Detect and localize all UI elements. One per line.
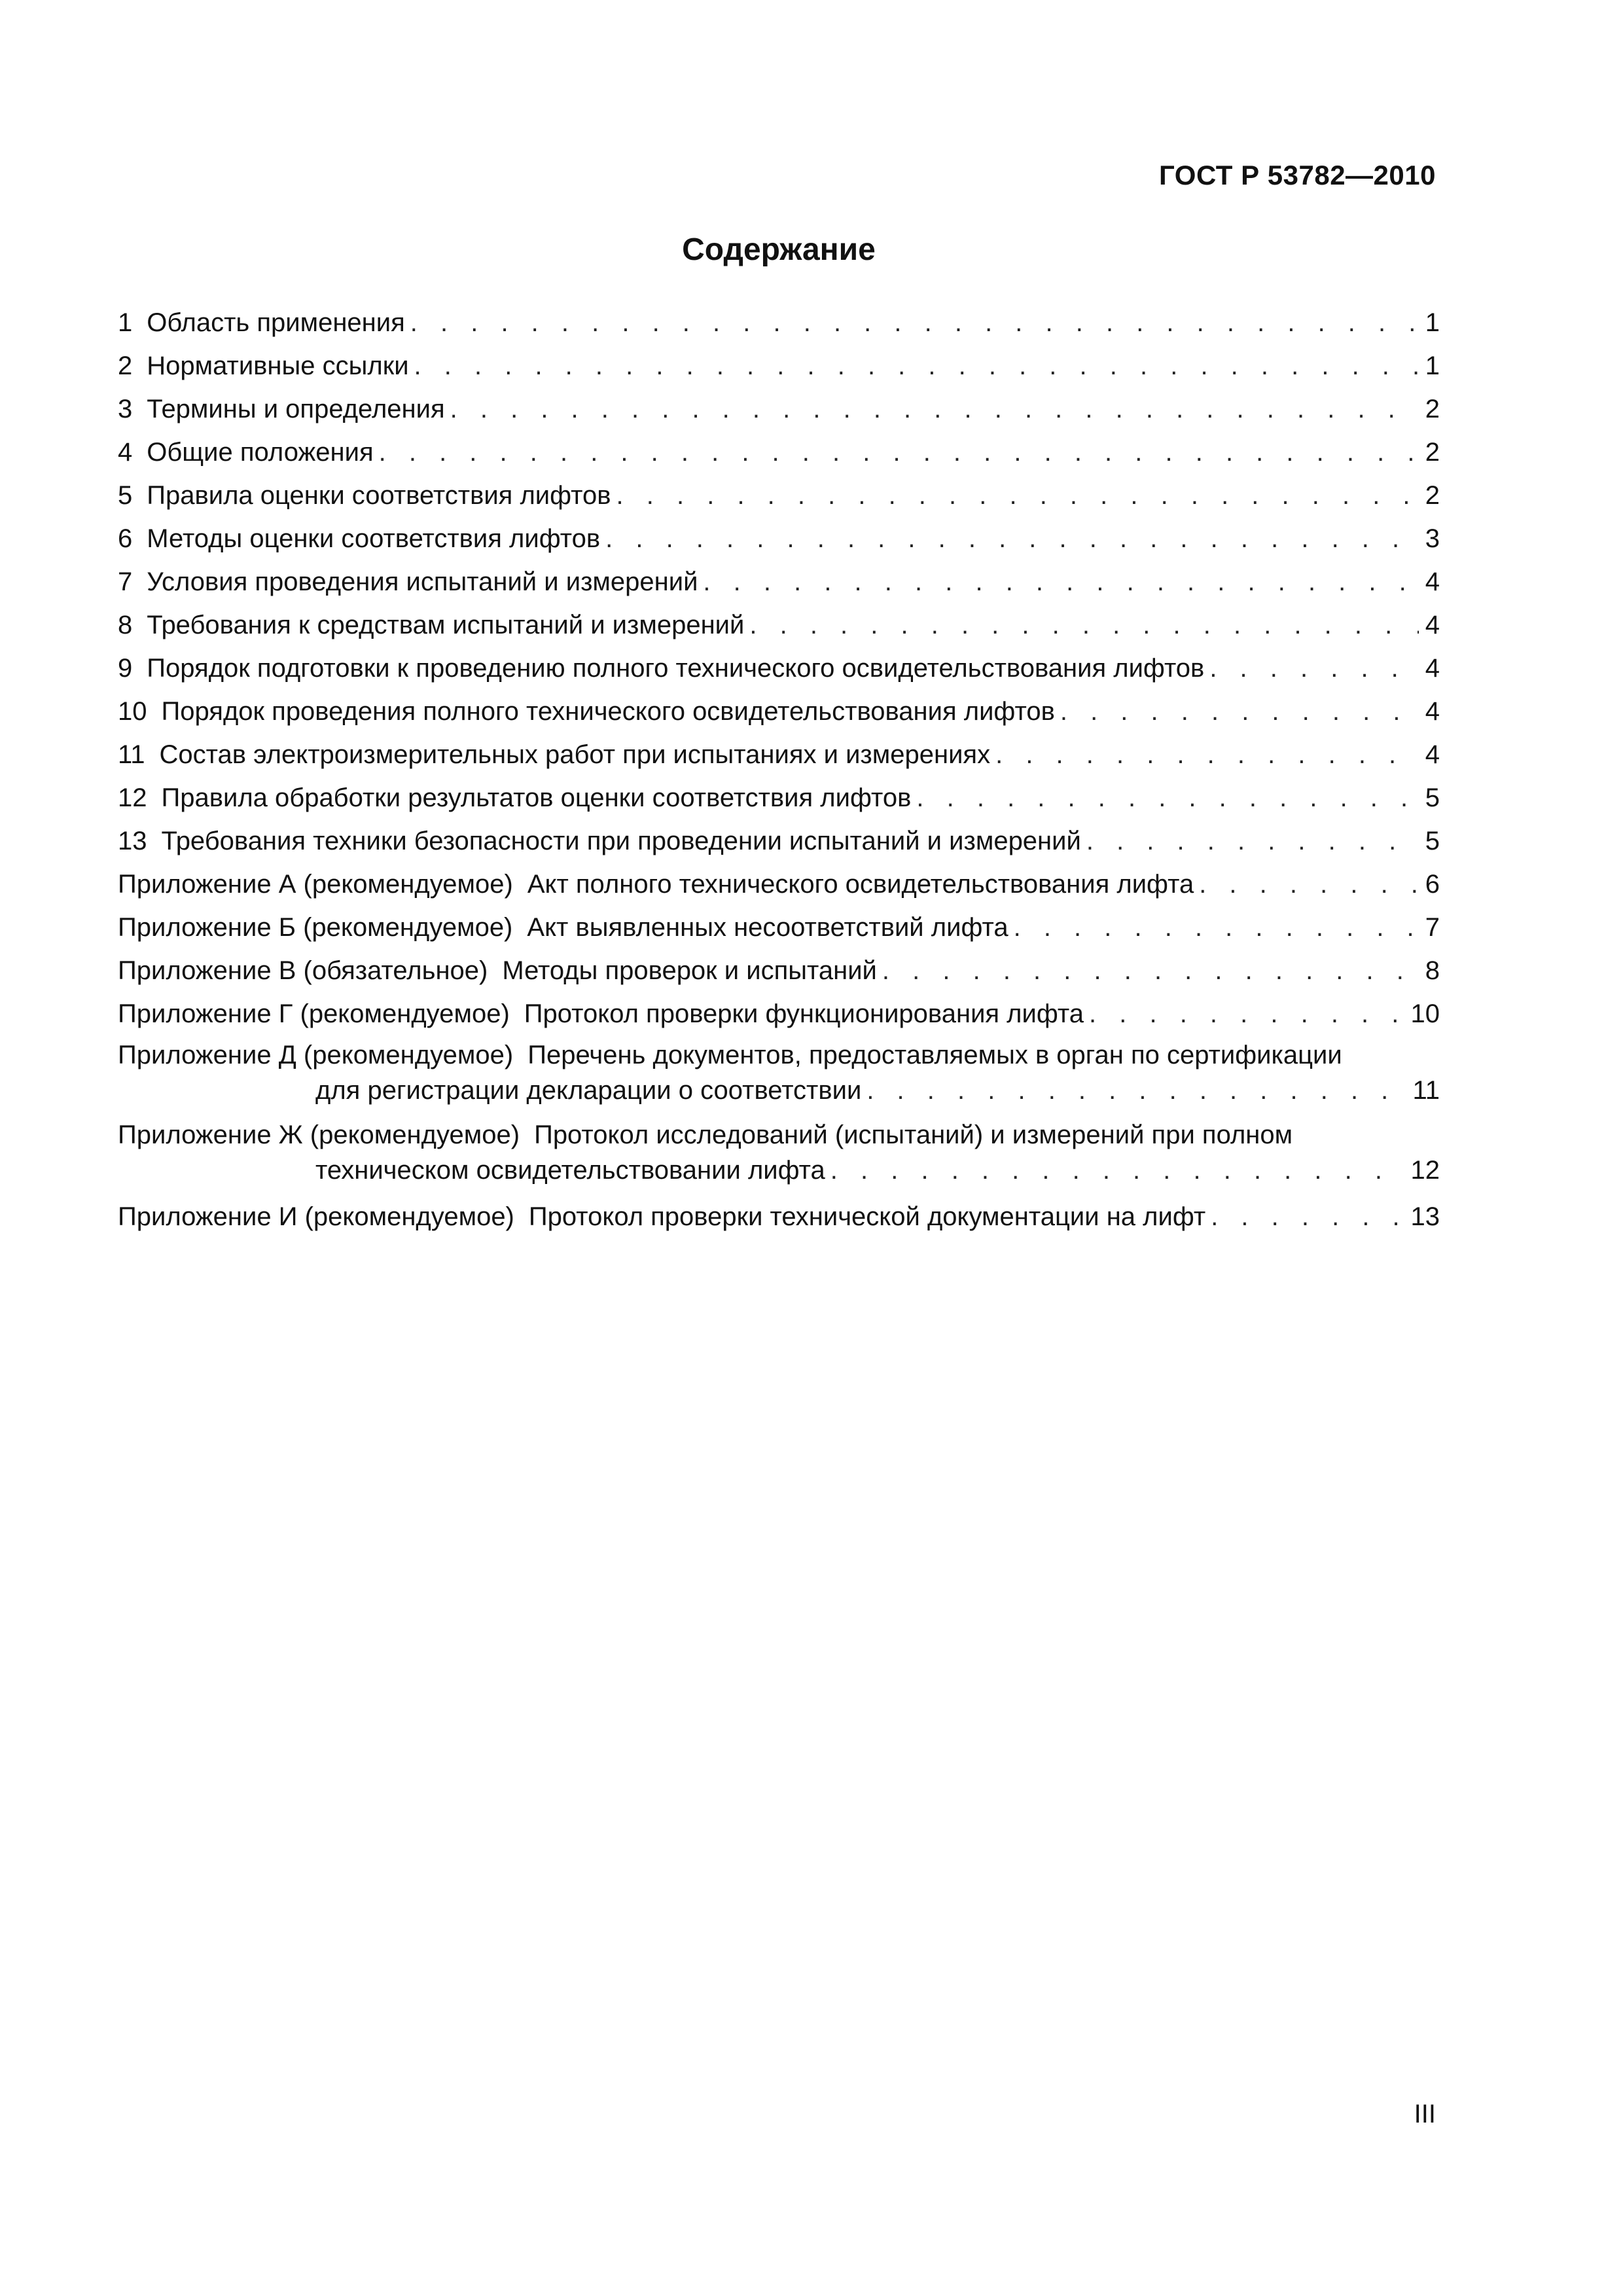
toc-number: 10 xyxy=(118,697,147,726)
toc-section-13[interactable] xyxy=(118,819,1440,863)
toc-leader xyxy=(1014,906,1419,949)
toc-leader xyxy=(450,387,1419,431)
toc-number: 7 xyxy=(118,567,133,596)
toc-page: 4 xyxy=(1425,567,1440,596)
toc-leader xyxy=(1211,1195,1405,1238)
toc-page: 2 xyxy=(1425,481,1440,510)
toc-text: Требования к средствам испытаний и измерений xyxy=(147,611,745,639)
toc-section-9[interactable] xyxy=(118,647,1440,690)
toc-number: 11 xyxy=(118,740,145,769)
toc-page: 1 xyxy=(1425,351,1440,380)
toc-page: 2 xyxy=(1425,438,1440,467)
toc-text: Требования техники безопасности при проведении испытаний и измерений xyxy=(161,827,1081,855)
toc-page: 13 xyxy=(1410,1202,1440,1231)
toc-leader xyxy=(414,344,1419,387)
toc-text: Термины и определения xyxy=(147,395,445,423)
toc-page: 10 xyxy=(1410,999,1440,1028)
toc-page: 5 xyxy=(1425,827,1440,855)
toc-page: 12 xyxy=(1410,1156,1440,1185)
toc-text-continued: техническом освидетельствовании лифта xyxy=(315,1156,825,1185)
toc-page: 8 xyxy=(1425,956,1440,985)
toc-number: 9 xyxy=(118,654,133,683)
toc-leader xyxy=(916,776,1419,819)
page-title: Содержание xyxy=(682,232,876,267)
appendix-label: Приложение Г (рекомендуемое) xyxy=(118,999,510,1028)
toc-text: Методы оценки соответствия лифтов xyxy=(147,524,601,553)
toc-leader xyxy=(605,517,1419,560)
toc-text: Состав электроизмерительных работ при испытаниях и измерениях xyxy=(159,740,991,769)
toc-text: Порядок проведения полного технического освидетельствования лифтов xyxy=(161,697,1055,726)
toc-leader xyxy=(830,1151,1406,1190)
toc-leader xyxy=(1060,690,1419,733)
toc-leader xyxy=(410,301,1419,344)
toc-page: 1 xyxy=(1425,308,1440,337)
toc-section-8[interactable] xyxy=(118,603,1440,647)
appendix-label: Приложение Б (рекомендуемое) xyxy=(118,913,513,942)
toc-page: 2 xyxy=(1425,395,1440,423)
toc-number: 4 xyxy=(118,438,133,467)
toc-page: 4 xyxy=(1425,740,1440,769)
toc-section-3[interactable] xyxy=(118,387,1440,431)
toc-number: 3 xyxy=(118,395,133,423)
toc-text: Акт полного технического освидетельствования лифта xyxy=(527,870,1194,899)
appendix-label: Приложение Ж (рекомендуемое) xyxy=(118,1121,520,1149)
toc-section-2[interactable] xyxy=(118,344,1440,387)
toc-leader xyxy=(1086,819,1419,863)
toc-leader xyxy=(882,949,1419,992)
toc-section-11[interactable] xyxy=(118,733,1440,776)
toc-section-6[interactable] xyxy=(118,517,1440,560)
toc-appendix-g[interactable] xyxy=(118,992,1440,1035)
toc-page: 11 xyxy=(1412,1076,1440,1105)
toc-text: Акт выявленных несоответствий лифта xyxy=(527,913,1008,942)
toc-text: Правила оценки соответствия лифтов xyxy=(147,481,611,510)
toc-leader xyxy=(379,431,1419,474)
toc-number: 6 xyxy=(118,524,133,553)
toc-page: 7 xyxy=(1425,913,1440,942)
toc-text: Протокол проверки функционирования лифта xyxy=(524,999,1084,1028)
toc-text: Методы проверок и испытаний xyxy=(502,956,877,985)
toc-text: Протокол проверки технической документации на лифт xyxy=(528,1202,1206,1231)
toc-section-5[interactable] xyxy=(118,474,1440,517)
toc-appendix-zh[interactable] xyxy=(118,1115,1440,1190)
toc-section-10[interactable] xyxy=(118,690,1440,733)
toc-text-continued: для регистрации декларации о соответствии xyxy=(315,1076,862,1105)
toc-number: 8 xyxy=(118,611,133,639)
toc-page: 4 xyxy=(1425,654,1440,683)
toc-number: 1 xyxy=(118,308,133,337)
toc-leader xyxy=(703,560,1419,603)
toc-text: Перечень документов, предоставляемых в орган по сертификации xyxy=(527,1041,1342,1069)
toc-leader xyxy=(866,1071,1407,1110)
toc-leader xyxy=(1089,992,1405,1035)
toc-appendix-a[interactable] xyxy=(118,863,1440,906)
toc-text: Порядок подготовки к проведению полного технического освидетельствования лифтов xyxy=(147,654,1205,683)
toc-page: 6 xyxy=(1425,870,1440,899)
toc-section-4[interactable] xyxy=(118,431,1440,474)
toc-section-7[interactable] xyxy=(118,560,1440,603)
table-of-contents xyxy=(118,301,1440,1238)
toc-text: Нормативные ссылки xyxy=(147,351,409,380)
toc-section-12[interactable] xyxy=(118,776,1440,819)
toc-appendix-v[interactable] xyxy=(118,949,1440,992)
toc-number: 12 xyxy=(118,783,147,812)
toc-text: Общие положения xyxy=(147,438,374,467)
toc-text: Правила обработки результатов оценки соответствия лифтов xyxy=(161,783,912,812)
toc-page: 4 xyxy=(1425,611,1440,639)
appendix-label: Приложение И (рекомендуемое) xyxy=(118,1202,514,1231)
appendix-label: Приложение А (рекомендуемое) xyxy=(118,870,513,899)
appendix-label: Приложение В (обязательное) xyxy=(118,956,488,985)
toc-number: 2 xyxy=(118,351,133,380)
toc-text: Протокол исследований (испытаний) и измерений при полном xyxy=(534,1121,1293,1149)
toc-number: 5 xyxy=(118,481,133,510)
toc-appendix-i[interactable] xyxy=(118,1195,1440,1238)
toc-page: 5 xyxy=(1425,783,1440,812)
document-code: ГОСТ Р 53782—2010 xyxy=(1159,160,1436,190)
page-number: III xyxy=(1414,2100,1436,2128)
toc-leader xyxy=(1199,863,1419,906)
toc-leader xyxy=(616,474,1419,517)
toc-text: Область применения xyxy=(147,308,405,337)
toc-page: 4 xyxy=(1425,697,1440,726)
toc-leader xyxy=(749,603,1419,647)
toc-appendix-d[interactable] xyxy=(118,1035,1440,1110)
toc-page: 3 xyxy=(1425,524,1440,553)
toc-leader xyxy=(995,733,1419,776)
toc-appendix-b[interactable] xyxy=(118,906,1440,949)
toc-text: Условия проведения испытаний и измерений xyxy=(147,567,698,596)
toc-section-1[interactable] xyxy=(118,301,1440,344)
appendix-label: Приложение Д (рекомендуемое) xyxy=(118,1041,514,1069)
toc-leader xyxy=(1209,647,1419,690)
toc-number: 13 xyxy=(118,827,147,855)
